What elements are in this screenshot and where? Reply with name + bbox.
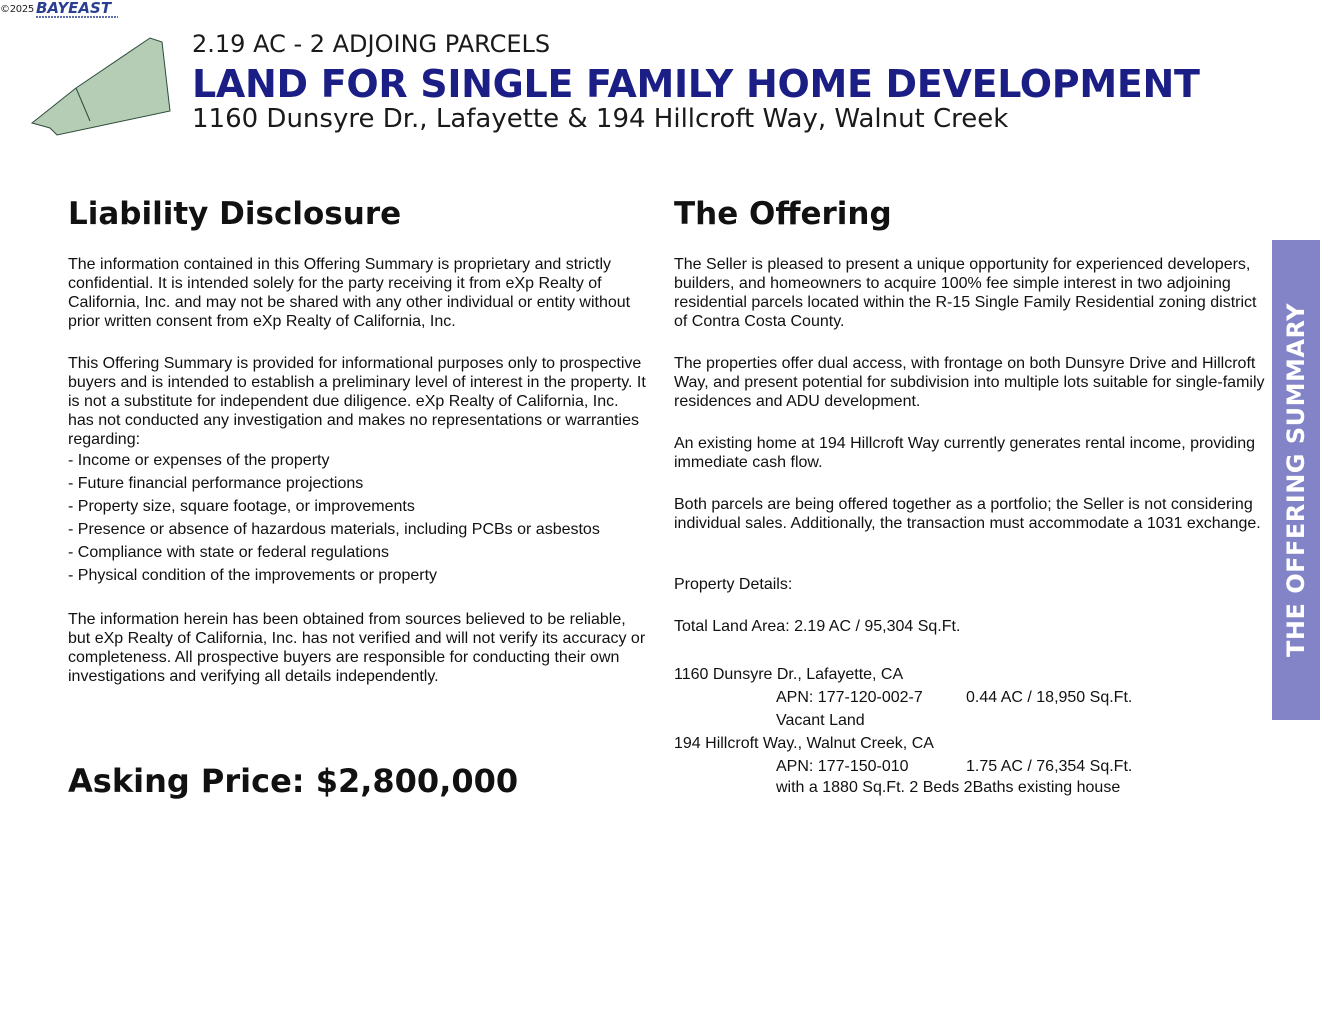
header-title: LAND FOR SINGLE FAMILY HOME DEVELOPMENT bbox=[192, 62, 1200, 106]
liability-paragraph: The information contained in this Offering Summary is proprietary and strictly confidential. It is intended solely for the party receiving it from eXp Realty of California, Inc. and may not be shared with any other individual or entity without prior written consent from eXp Realty of California, Inc. bbox=[68, 256, 631, 330]
offering-summary-side-tab bbox=[1272, 240, 1320, 720]
offering-paragraph: The Seller is pleased to present a unique opportunity for experienced developers, builders, and homeowners to acquire 100% fee simple interest in two adjoining residential parcels located within the R-15 Single Family Residential zoning district of Contra Costa County. bbox=[674, 256, 1257, 330]
liability-list-item: - Income or expenses of the property bbox=[68, 452, 330, 469]
property-details-label: Property Details: bbox=[674, 576, 793, 593]
parcel-note: with a 1880 Sq.Ft. 2 Beds 2Baths existing house bbox=[776, 779, 1121, 796]
parcel-entry bbox=[674, 732, 1274, 797]
parcel-apn-row bbox=[776, 686, 1274, 709]
parcel-apn: APN: 177-120-002-7 bbox=[776, 689, 923, 706]
parcel-entry bbox=[674, 663, 1274, 732]
liability-heading: Liability Disclosure bbox=[68, 196, 402, 232]
total-land-area: Total Land Area: 2.19 AC / 95,304 Sq.Ft. bbox=[674, 618, 961, 635]
asking-price: Asking Price: $2,800,000 bbox=[68, 762, 519, 800]
header-subtitle: 2.19 AC - 2 ADJOING PARCELS bbox=[192, 30, 551, 58]
header-address: 1160 Dunsyre Dr., Lafayette & 194 Hillcroft Way, Walnut Creek bbox=[192, 104, 1009, 134]
parcel-map-graphic bbox=[30, 36, 175, 138]
parcel-apn-row bbox=[776, 755, 1274, 778]
parcel-address: 1160 Dunsyre Dr., Lafayette, CA bbox=[674, 666, 904, 683]
liability-list-item: - Physical condition of the improvements or property bbox=[68, 567, 438, 584]
liability-list-item: - Property size, square footage, or improvements bbox=[68, 498, 415, 515]
bayeast-logo-text: BAYEAST bbox=[36, 0, 112, 17]
offering-paragraph: Both parcels are being offered together as a portfolio; the Seller is not considering individual sales. Additionally, the transaction must accommodate a 1031 exchange. bbox=[674, 496, 1261, 532]
parcel-note: Vacant Land bbox=[776, 712, 865, 729]
liability-list-item: - Compliance with state or federal regulations bbox=[68, 544, 390, 561]
parcel-apn: APN: 177-150-010 bbox=[776, 758, 909, 775]
liability-disclosure-text bbox=[68, 255, 648, 686]
parcel-area: 1.75 AC / 76,354 Sq.Ft. bbox=[966, 758, 1133, 775]
bayeast-logo bbox=[36, 0, 120, 20]
offering-paragraph: The properties offer dual access, with frontage on both Dunsyre Drive and Hillcroft Way, and present potential for subdivision into multiple lots suitable for single-family residences and ADU development. bbox=[674, 355, 1265, 410]
parcel-address: 194 Hillcroft Way., Walnut Creek, CA bbox=[674, 735, 934, 752]
liability-list-item: - Presence or absence of hazardous materials, including PCBs or asbestos bbox=[68, 521, 600, 538]
offering-text bbox=[674, 255, 1274, 797]
liability-paragraph: The information herein has been obtained from sources believed to be reliable, but eXp Realty of California, Inc. has not verified and will not verify its accuracy or completeness. All prospective buyers are responsible for conducting their own investigations and verifying all details independently. bbox=[68, 611, 646, 685]
liability-list-item: - Future financial performance projections bbox=[68, 475, 364, 492]
offering-paragraph: An existing home at 194 Hillcroft Way currently generates rental income, providing immediate cash flow. bbox=[674, 435, 1256, 471]
offering-heading: The Offering bbox=[674, 196, 892, 232]
side-tab-label: THE OFFERING SUMMARY bbox=[1282, 302, 1310, 658]
parcel-area: 0.44 AC / 18,950 Sq.Ft. bbox=[966, 689, 1133, 706]
liability-paragraph: This Offering Summary is provided for informational purposes only to prospective buyers and is intended to establish a preliminary level of interest in the property. It is not a substitute for independent due diligence. eXp Realty of California, Inc. has not conducted any investigation and makes no representations or warranties regarding: bbox=[68, 355, 646, 448]
copyright-text: ©2025 bbox=[0, 4, 34, 15]
